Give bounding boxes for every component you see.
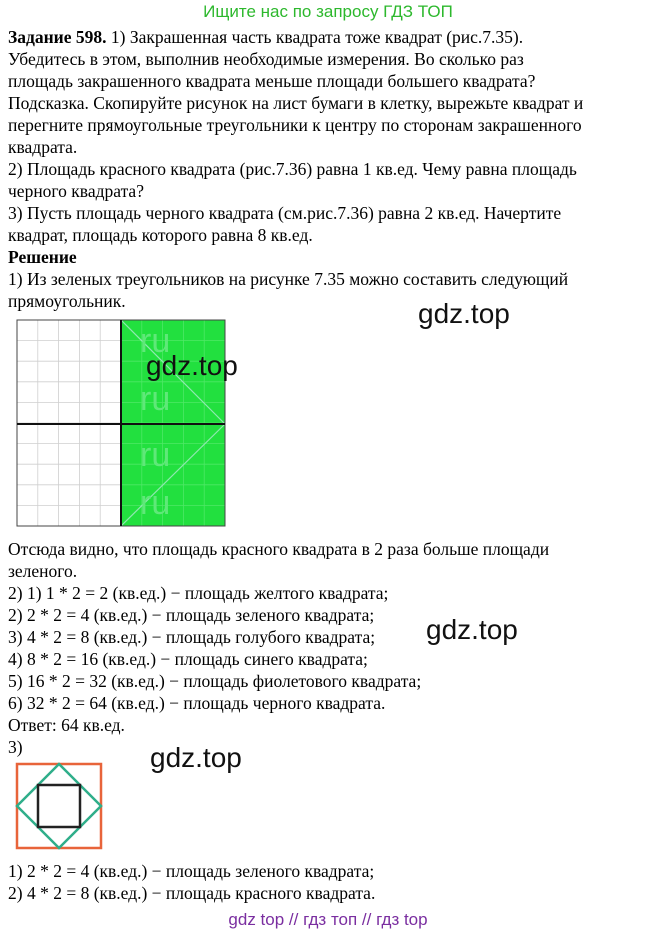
site-footer: gdz top // гдз топ // гдз top [228, 910, 428, 929]
solution-heading: Решение [8, 247, 77, 267]
watermark: gdz.top [426, 614, 518, 645]
task-line: перегните прямоугольные треугольники к центру по сторонам закрашенного [8, 115, 582, 135]
task-line: площадь закрашенного квадрата меньше площади большего квадрата? [8, 71, 536, 91]
solution-line: зеленого. [8, 561, 78, 581]
task-line: квадрата. [8, 137, 78, 157]
figure-watermark: ru [140, 322, 171, 360]
solution-line: 1) Из зеленых треугольников на рисунке 7.35 можно составить следующий [8, 269, 569, 289]
task-line: 2) Площадь красного квадрата (рис.7.36) равна 1 кв.ед. Чему равна площадь [8, 159, 577, 179]
watermark: gdz.top [418, 298, 510, 329]
solution-line: 4) 8 * 2 = 16 (кв.ед.) − площадь синего квадрата; [8, 649, 368, 669]
figure-watermark: ru [140, 436, 171, 474]
task-line: Подсказка. Скопируйте рисунок на лист бумаги в клетку, вырежьте квадрат и [8, 93, 584, 113]
solution-line: 2) 1) 1 * 2 = 2 (кв.ед.) − площадь желтого квадрата; [8, 583, 389, 603]
solution-line: 1) 2 * 2 = 4 (кв.ед.) − площадь зеленого квадрата; [8, 861, 375, 881]
black-square [38, 785, 80, 827]
watermark: gdz.top [146, 350, 238, 381]
teal-square [17, 764, 101, 848]
orange-square [17, 764, 101, 848]
task-line: квадрат, площадь которого равна 8 кв.ед. [8, 225, 313, 245]
solution-line: 2) 2 * 2 = 4 (кв.ед.) − площадь зеленого квадрата; [8, 605, 375, 625]
solution-line: прямоугольник. [8, 291, 126, 311]
solution-line: Отсюда видно, что площадь красного квадрата в 2 раза больше площади [8, 539, 550, 559]
solution-line: 6) 32 * 2 = 64 (кв.ед.) − площадь черного квадрата. [8, 693, 386, 713]
task-line: 3) Пусть площадь черного квадрата (см.рис.7.36) равна 2 кв.ед. Начертите [8, 203, 562, 223]
solution-line: 3) 4 * 2 = 8 (кв.ед.) − площадь голубого квадрата; [8, 627, 376, 647]
task-title: Задание 598. [8, 27, 107, 47]
solution-line: 5) 16 * 2 = 32 (кв.ед.) − площадь фиолетового квадрата; [8, 671, 422, 691]
task-line: Убедитесь в этом, выполнив необходимые измерения. Во сколько раз [8, 49, 524, 69]
figure-watermark: ru [140, 484, 171, 522]
answer-line: Ответ: 64 кв.ед. [8, 715, 125, 735]
figure-watermark: ru [140, 380, 171, 418]
solution-line: 2) 4 * 2 = 8 (кв.ед.) − площадь красного квадрата. [8, 883, 376, 903]
task-line: черного квадрата? [8, 181, 144, 201]
task-line-1-text: 1) Закрашенная часть квадрата тоже квадрат (рис.7.35). [106, 27, 524, 47]
part3-label: 3) [8, 737, 23, 757]
watermark: gdz.top [150, 742, 242, 773]
site-header: Ищите нас по запросу ГДЗ ТОП [203, 2, 453, 21]
